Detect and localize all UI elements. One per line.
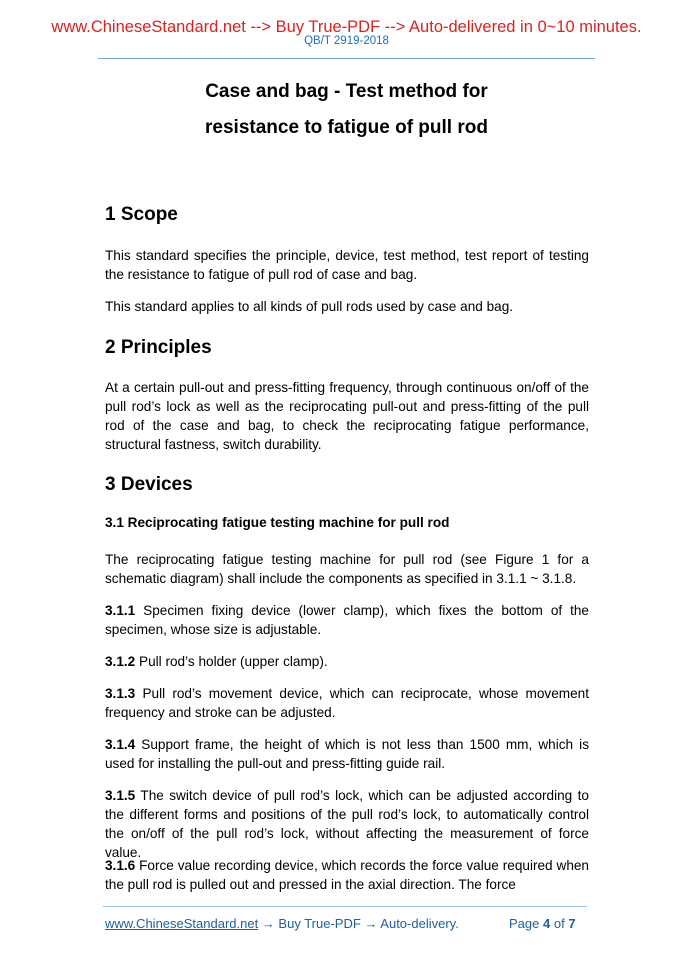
device-item (105, 601, 589, 639)
section-heading-devices: 3 Devices (105, 474, 193, 495)
device-item (105, 735, 589, 773)
device-item (105, 856, 589, 894)
footer-promo (105, 916, 459, 931)
title-line-2: resistance to fatigue of pull rod (205, 117, 488, 138)
item-number: 3.1.2 (105, 654, 136, 669)
item-text: Force value recording device, which records the force value required when the pull rod is pulled out and pressed in the axial direction. The force (105, 858, 589, 892)
document-id: QB/T 2919-2018 (304, 35, 389, 47)
footer-promo-text: → Buy True-PDF → Auto-delivery. (258, 916, 459, 931)
item-number: 3.1.3 (105, 686, 136, 701)
page-number: 4 (543, 916, 551, 931)
page-indicator (509, 916, 576, 931)
of-label: of (553, 916, 565, 931)
item-text: Pull rod’s movement device, which can reciprocate, whose movement frequency and stroke can be adjusted. (105, 686, 589, 720)
subsection-heading-3-1: 3.1 Reciprocating fatigue testing machine for pull rod (105, 515, 450, 530)
footer-link[interactable]: www.ChineseStandard.net (105, 916, 259, 931)
scope-paragraph-2: This standard applies to all kinds of pull rods used by case and bag. (105, 299, 514, 314)
scope-paragraph-1: This standard specifies the principle, device, test method, test report of testing the resistance to fatigue of pull rod of case and bag. (105, 248, 589, 282)
device-item (105, 684, 589, 722)
devices-intro: The reciprocating fatigue testing machine for pull rod (see Figure 1 for a schematic diagram) shall include the components as specified in 3.1.1 ~ 3.1.8. (105, 552, 589, 586)
item-text: Pull rod’s holder (upper clamp). (135, 654, 328, 669)
page-label: Page (509, 916, 540, 931)
page-total: 7 (568, 916, 576, 931)
footer-divider (103, 906, 587, 907)
item-text: The switch device of pull rod’s lock, which can be adjusted according to the different forms and positions of the pull rod’s lock, to automatically control the on/off of the pull rod’s lock, without affecting the measurement of force value. (105, 788, 589, 860)
item-text: Support frame, the height of which is not less than 1500 mm, which is used for installing the pull-out and press-fitting guide rail. (105, 737, 589, 771)
header-banner[interactable]: www.ChineseStandard.net --> Buy True-PDF --> Auto-delivered in 0~10 minutes. (51, 18, 642, 36)
item-number: 3.1.4 (105, 737, 136, 752)
device-item (105, 786, 589, 862)
item-number: 3.1.6 (105, 858, 136, 873)
title-line-1: Case and bag - Test method for (205, 81, 488, 102)
item-number: 3.1.5 (105, 788, 136, 803)
header-divider (98, 58, 595, 59)
section-heading-scope: 1 Scope (105, 204, 178, 225)
item-number: 3.1.1 (105, 603, 136, 618)
item-text: Specimen fixing device (lower clamp), which fixes the bottom of the specimen, whose size is adjustable. (105, 603, 589, 637)
principles-paragraph: At a certain pull-out and press-fitting frequency, through continuous on/off of the pull rod’s lock as well as the reciprocating pull-out and press-fitting of the pull rod of the case and bag, to check the reciprocating fatigue performance, structural fastness, switch durability. (105, 380, 589, 452)
section-heading-principles: 2 Principles (105, 337, 212, 358)
device-item (105, 652, 589, 671)
